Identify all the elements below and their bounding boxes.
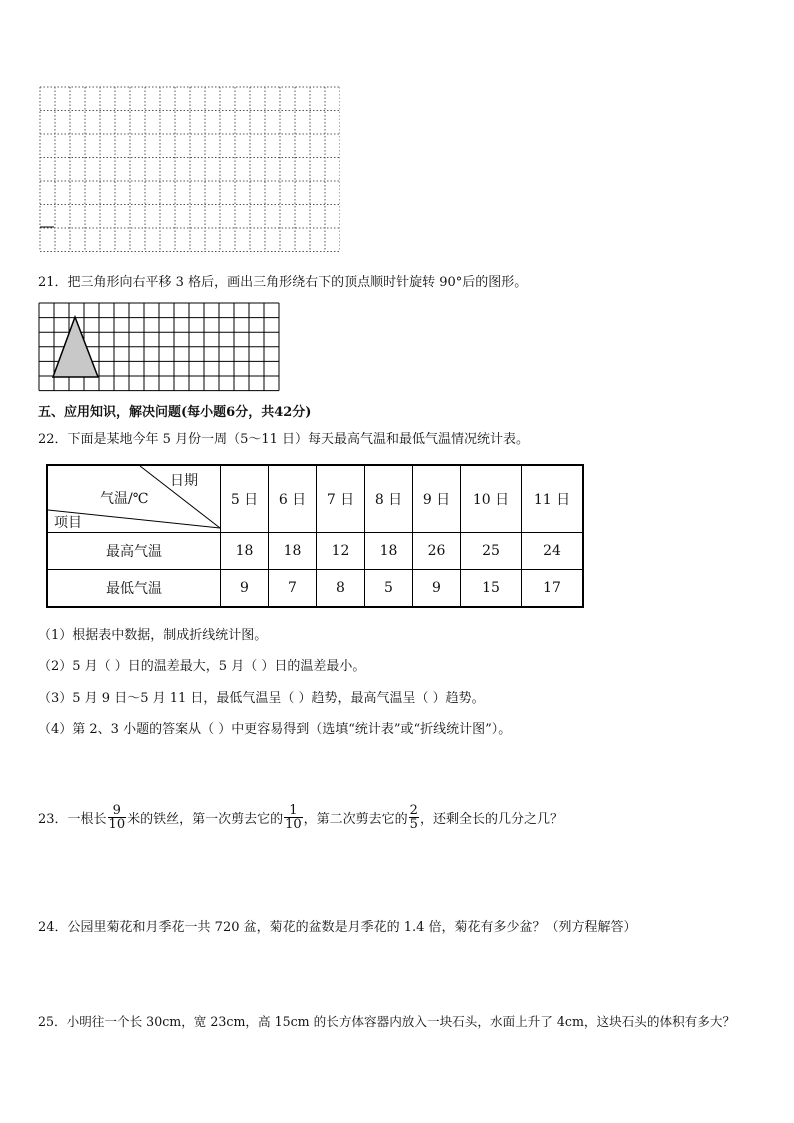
row-label-high: 最高气温 bbox=[47, 533, 221, 570]
table-cell: 18 bbox=[221, 533, 269, 570]
day-10: 10 日 bbox=[461, 465, 522, 533]
question-23-text bbox=[38, 804, 563, 831]
row-label-low: 最低气温 bbox=[47, 570, 221, 607]
table-row bbox=[47, 570, 583, 607]
table-cell: 24 bbox=[522, 533, 584, 570]
table-cell: 18 bbox=[269, 533, 317, 570]
header-diagonal-cell bbox=[47, 465, 221, 533]
table-cell: 9 bbox=[413, 570, 461, 607]
table-cell: 18 bbox=[365, 533, 413, 570]
question-22-sub-1: （1）根据表中数据，制成折线统计图。 bbox=[38, 628, 268, 643]
q23-part-3: ，第二次剪去它的 bbox=[303, 812, 408, 827]
table-cell: 12 bbox=[317, 533, 365, 570]
day-8: 8 日 bbox=[365, 465, 413, 533]
question-25-text: 25．小明往一个长 30cm，宽 23cm，高 15cm 的长方体容器内放入一块石头，水面上升了 4cm，这块石头的体积有多大？ bbox=[38, 1014, 736, 1029]
question-21-text: 21．把三角形向右平移 3 格后，画出三角形绕右下的顶点顺时针旋转 90°后的图形。 bbox=[38, 275, 528, 290]
triangle-grid-q21 bbox=[38, 302, 280, 392]
table-cell: 17 bbox=[522, 570, 584, 607]
header-temp: 气温/℃ bbox=[100, 491, 149, 507]
day-7: 7 日 bbox=[317, 465, 365, 533]
fraction-1-10: $\frac{1}{10}$ bbox=[285, 803, 302, 832]
table-cell: 9 bbox=[221, 570, 269, 607]
question-22-sub-4: （4）第 2、3 小题的答案从（ ）中更容易得到（选填“统计表”或“折线统计图”）。 bbox=[38, 722, 512, 737]
table-row bbox=[47, 533, 583, 570]
table-cell: 8 bbox=[317, 570, 365, 607]
q23-part-4: ，还剩全长的几分之几？ bbox=[419, 812, 563, 827]
day-11: 11 日 bbox=[522, 465, 584, 533]
section-5-title: 五、应用知识，解决问题(每小题6分，共42分) bbox=[38, 405, 312, 420]
fraction-2-5: $\frac{2}{5}$ bbox=[409, 803, 418, 832]
question-22-text: 22．下面是某地今年 5 月份一周（5～11 日）每天最高气温和最低气温情况统计表。 bbox=[38, 432, 530, 447]
dotted-grid-q20 bbox=[38, 86, 340, 254]
q23-part-1: 23．一根长 bbox=[38, 812, 107, 827]
day-6: 6 日 bbox=[269, 465, 317, 533]
q23-part-2: 米的铁丝，第一次剪去它的 bbox=[127, 812, 284, 827]
table-cell: 15 bbox=[461, 570, 522, 607]
day-5: 5 日 bbox=[221, 465, 269, 533]
header-item: 项目 bbox=[54, 515, 82, 531]
question-22-sub-3: （3）5 月 9 日～5 月 11 日，最低气温呈（ ）趋势，最高气温呈（ ）趋势。 bbox=[38, 691, 485, 706]
header-date: 日期 bbox=[170, 473, 198, 489]
day-9: 9 日 bbox=[413, 465, 461, 533]
table-cell: 5 bbox=[365, 570, 413, 607]
table-cell: 7 bbox=[269, 570, 317, 607]
fraction-9-10: $\frac{9}{10}$ bbox=[108, 803, 126, 832]
temperature-table bbox=[46, 464, 584, 608]
table-cell: 26 bbox=[413, 533, 461, 570]
question-22-sub-2: （2）5 月（ ）日的温差最大，5 月（ ）日的温差最小。 bbox=[38, 659, 366, 674]
question-24-text: 24．公园里菊花和月季花一共 720 盆，菊花的盆数是月季花的 1.4 倍，菊花有多少盆？（列方程解答） bbox=[38, 920, 637, 935]
table-cell: 25 bbox=[461, 533, 522, 570]
